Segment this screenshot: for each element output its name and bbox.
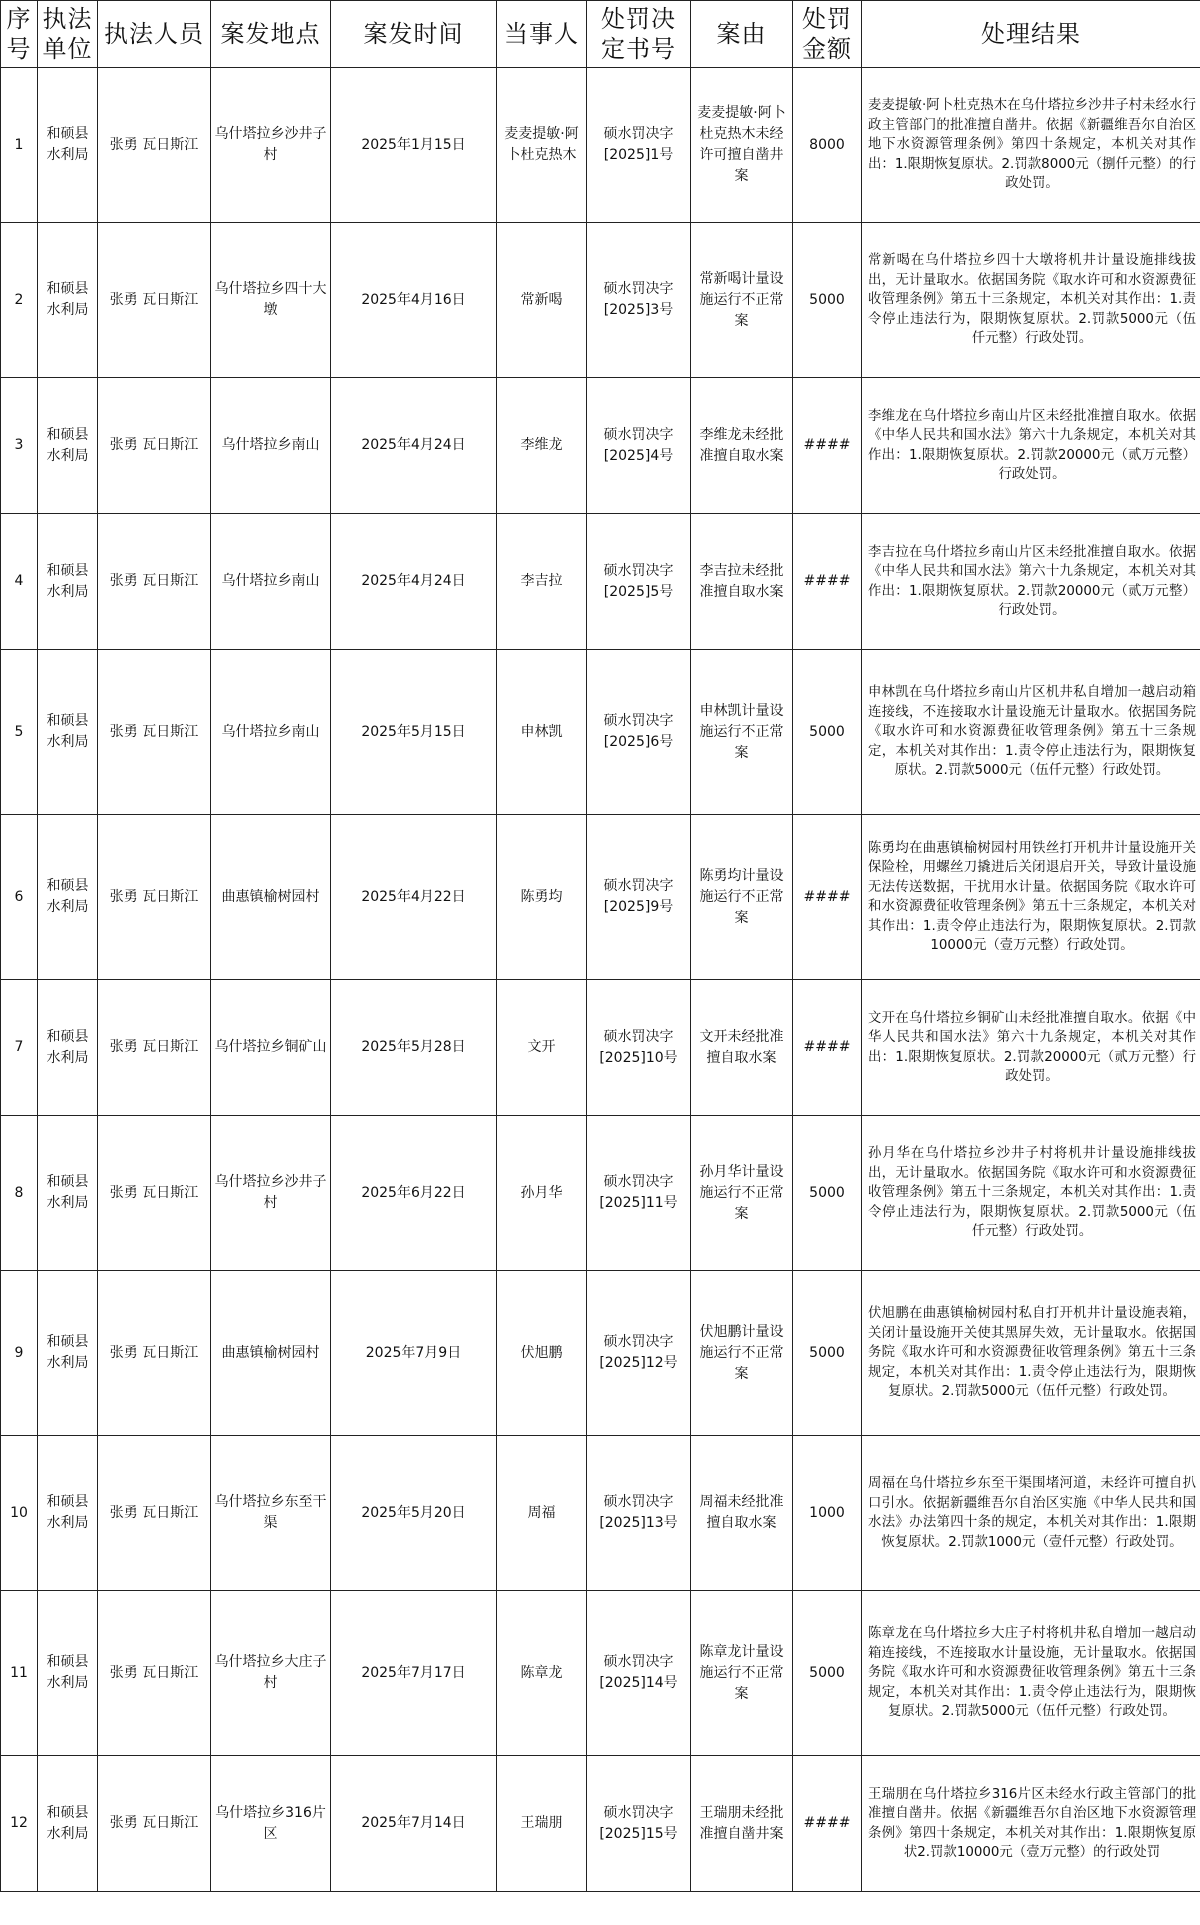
cell-cause: 王瑞朋未经批准擅自凿井案	[691, 1756, 793, 1892]
cell-index: 7	[1, 980, 38, 1116]
cell-party: 陈勇均	[497, 815, 587, 980]
table-row	[1, 514, 1200, 650]
cell-cause: 申林凯计量设施运行不正常案	[691, 650, 793, 815]
cell-decision: 硕水罚决字[2025]5号	[587, 514, 691, 650]
cell-result: 文开在乌什塔拉乡铜矿山未经批准擅自取水。依据《中华人民共和国水法》第六十九条规定，本机关对其作出：1.限期恢复原状。2.罚款20000元（贰万元整）行政处罚。	[862, 980, 1200, 1116]
cell-index: 12	[1, 1756, 38, 1892]
cell-party: 伏旭鹏	[497, 1271, 587, 1436]
cell-officers: 张勇 瓦日斯江	[98, 68, 211, 223]
cell-decision: 硕水罚决字[2025]15号	[587, 1756, 691, 1892]
table-row	[1, 378, 1200, 514]
table-row	[1, 1271, 1200, 1436]
cell-officers: 张勇 瓦日斯江	[98, 378, 211, 514]
cell-decision: 硕水罚决字[2025]4号	[587, 378, 691, 514]
table-row	[1, 815, 1200, 980]
cell-date: 2025年5月15日	[331, 650, 497, 815]
cell-cause: 陈章龙计量设施运行不正常案	[691, 1591, 793, 1756]
cell-result: 孙月华在乌什塔拉乡沙井子村将机井计量设施排线拔出，无计量取水。依据国务院《取水许可和水资源费征收管理条例》第五十三条规定，本机关对其作出：1.责令停止违法行为，限期恢复原状。2.罚款5000元（伍仟元整）行政处罚。	[862, 1116, 1200, 1271]
header-decision: 处罚决定书号	[587, 1, 691, 68]
cell-index: 1	[1, 68, 38, 223]
cell-decision: 硕水罚决字[2025]1号	[587, 68, 691, 223]
cell-unit: 和硕县水利局	[38, 1591, 98, 1756]
cell-unit: 和硕县水利局	[38, 980, 98, 1116]
cell-result: 周福在乌什塔拉乡东至干渠围堵河道，未经许可擅自扒口引水。依据新疆维吾尔自治区实施《中华人民共和国水法》办法第四十条的规定，本机关对其作出：1.限期恢复原状。2.罚款1000元（壹仟元整）行政处罚。	[862, 1436, 1200, 1591]
cell-index: 3	[1, 378, 38, 514]
table-row	[1, 650, 1200, 815]
cell-party: 麦麦提敏·阿卜杜克热木	[497, 68, 587, 223]
cell-index: 5	[1, 650, 38, 815]
cell-decision: 硕水罚决字[2025]3号	[587, 223, 691, 378]
cell-amount: ####	[793, 815, 862, 980]
cell-decision: 硕水罚决字[2025]12号	[587, 1271, 691, 1436]
cell-decision: 硕水罚决字[2025]9号	[587, 815, 691, 980]
cell-date: 2025年6月22日	[331, 1116, 497, 1271]
cell-officers: 张勇 瓦日斯江	[98, 1591, 211, 1756]
cell-location: 乌什塔拉乡南山	[211, 650, 331, 815]
cell-unit: 和硕县水利局	[38, 1271, 98, 1436]
header-row	[1, 1, 1200, 68]
header-cause: 案由	[691, 1, 793, 68]
cell-date: 2025年5月28日	[331, 980, 497, 1116]
header-party: 当事人	[497, 1, 587, 68]
cell-cause: 李吉拉未经批准擅自取水案	[691, 514, 793, 650]
cell-result: 李维龙在乌什塔拉乡南山片区未经批准擅自取水。依据《中华人民共和国水法》第六十九条规定，本机关对其作出：1.限期恢复原状。2.罚款20000元（贰万元整）行政处罚。	[862, 378, 1200, 514]
header-officers: 执法人员	[98, 1, 211, 68]
header-result: 处理结果	[862, 1, 1200, 68]
header-index: 序号	[1, 1, 38, 68]
table-row	[1, 1756, 1200, 1892]
cell-party: 李吉拉	[497, 514, 587, 650]
cell-result: 麦麦提敏·阿卜杜克热木在乌什塔拉乡沙井子村未经水行政主管部门的批准擅自凿井。依据《新疆维吾尔自治区地下水资源管理条例》第四十条规定，本机关对其作出：1.限期恢复原状。2.罚款8000元（捌仟元整）的行政处罚。	[862, 68, 1200, 223]
cell-location: 乌什塔拉乡南山	[211, 514, 331, 650]
cell-unit: 和硕县水利局	[38, 68, 98, 223]
cell-unit: 和硕县水利局	[38, 815, 98, 980]
cell-location: 曲惠镇榆树园村	[211, 1271, 331, 1436]
cell-decision: 硕水罚决字[2025]13号	[587, 1436, 691, 1591]
cell-result: 李吉拉在乌什塔拉乡南山片区未经批准擅自取水。依据《中华人民共和国水法》第六十九条规定，本机关对其作出：1.限期恢复原状。2.罚款20000元（贰万元整）行政处罚。	[862, 514, 1200, 650]
cell-index: 2	[1, 223, 38, 378]
cell-party: 李维龙	[497, 378, 587, 514]
table-row	[1, 1591, 1200, 1756]
cell-party: 文开	[497, 980, 587, 1116]
cell-cause: 文开未经批准擅自取水案	[691, 980, 793, 1116]
cell-result: 陈勇均在曲惠镇榆树园村用铁丝打开机井计量设施开关保险栓，用螺丝刀撬进后关闭退启开关，导致计量设施无法传送数据，干扰用水计量。依据国务院《取水许可和水资源费征收管理条例》第五十三条规定，本机关对其作出：1.责令停止违法行为，限期恢复原状。2.罚款10000元（壹万元整）行政处罚。	[862, 815, 1200, 980]
cell-index: 8	[1, 1116, 38, 1271]
cell-index: 4	[1, 514, 38, 650]
cell-amount: 1000	[793, 1436, 862, 1591]
cell-party: 王瑞朋	[497, 1756, 587, 1892]
cell-result: 王瑞朋在乌什塔拉乡316片区未经水行政主管部门的批准擅自凿井。依据《新疆维吾尔自治区地下水资源管理条例》第四十条规定，本机关对其作出：1.限期恢复原状2.罚款10000元（壹万元整）的行政处罚	[862, 1756, 1200, 1892]
cell-decision: 硕水罚决字[2025]10号	[587, 980, 691, 1116]
cell-amount: 5000	[793, 650, 862, 815]
cell-unit: 和硕县水利局	[38, 1116, 98, 1271]
table-row	[1, 1116, 1200, 1271]
cell-location: 乌什塔拉乡沙井子村	[211, 68, 331, 223]
cell-amount: 5000	[793, 1591, 862, 1756]
cell-officers: 张勇 瓦日斯江	[98, 1271, 211, 1436]
cell-cause: 孙月华计量设施运行不正常案	[691, 1116, 793, 1271]
cell-unit: 和硕县水利局	[38, 650, 98, 815]
cell-result: 申林凯在乌什塔拉乡南山片区机井私自增加一越启动箱连接线，不连接取水计量设施无计量取水。依据国务院《取水许可和水资源费征收管理条例》第五十三条规定，本机关对其作出：1.责令停止违法行为，限期恢复原状。2.罚款5000元（伍仟元整）行政处罚。	[862, 650, 1200, 815]
cell-result: 常新喝在乌什塔拉乡四十大墩将机井计量设施排线拔出，无计量取水。依据国务院《取水许可和水资源费征收管理条例》第五十三条规定，本机关对其作出：1.责令停止违法行为，限期恢复原状。2.罚款5000元（伍仟元整）行政处罚。	[862, 223, 1200, 378]
cell-party: 陈章龙	[497, 1591, 587, 1756]
cell-amount: ####	[793, 1756, 862, 1892]
cell-amount: 5000	[793, 1271, 862, 1436]
cell-location: 乌什塔拉乡铜矿山	[211, 980, 331, 1116]
cell-officers: 张勇 瓦日斯江	[98, 980, 211, 1116]
cell-unit: 和硕县水利局	[38, 514, 98, 650]
cell-party: 申林凯	[497, 650, 587, 815]
cell-officers: 张勇 瓦日斯江	[98, 1116, 211, 1271]
cell-result: 伏旭鹏在曲惠镇榆树园村私自打开机井计量设施表箱，关闭计量设施开关使其黑屏失效，无计量取水。依据国务院《取水许可和水资源费征收管理条例》第五十三条规定，本机关对其作出：1.责令停止违法行为，限期恢复原状。2.罚款5000元（伍仟元整）行政处罚。	[862, 1271, 1200, 1436]
cell-cause: 陈勇均计量设施运行不正常案	[691, 815, 793, 980]
header-location: 案发地点	[211, 1, 331, 68]
cell-location: 乌什塔拉乡南山	[211, 378, 331, 514]
cell-unit: 和硕县水利局	[38, 1756, 98, 1892]
cell-cause: 李维龙未经批准擅自取水案	[691, 378, 793, 514]
cell-date: 2025年4月16日	[331, 223, 497, 378]
cell-date: 2025年4月24日	[331, 514, 497, 650]
cell-cause: 周福未经批准擅自取水案	[691, 1436, 793, 1591]
cell-officers: 张勇 瓦日斯江	[98, 815, 211, 980]
cell-location: 乌什塔拉乡四十大墩	[211, 223, 331, 378]
cell-cause: 麦麦提敏·阿卜杜克热木未经许可擅自凿井案	[691, 68, 793, 223]
cell-date: 2025年5月20日	[331, 1436, 497, 1591]
cell-location: 曲惠镇榆树园村	[211, 815, 331, 980]
cell-location: 乌什塔拉乡大庄子村	[211, 1591, 331, 1756]
table-row	[1, 1436, 1200, 1591]
cell-date: 2025年1月15日	[331, 68, 497, 223]
cell-unit: 和硕县水利局	[38, 223, 98, 378]
cell-index: 10	[1, 1436, 38, 1591]
table-row	[1, 980, 1200, 1116]
cell-unit: 和硕县水利局	[38, 378, 98, 514]
header-date: 案发时间	[331, 1, 497, 68]
cell-amount: ####	[793, 980, 862, 1116]
cell-result: 陈章龙在乌什塔拉乡大庄子村将机井私自增加一越启动箱连接线，不连接取水计量设施，无计量取水。依据国务院《取水许可和水资源费征收管理条例》第五十三条规定，本机关对其作出：1.责令停止违法行为，限期恢复原状。2.罚款5000元（伍仟元整）行政处罚。	[862, 1591, 1200, 1756]
cell-decision: 硕水罚决字[2025]14号	[587, 1591, 691, 1756]
cell-party: 常新喝	[497, 223, 587, 378]
cell-amount: 5000	[793, 1116, 862, 1271]
cell-index: 6	[1, 815, 38, 980]
cell-amount: 8000	[793, 68, 862, 223]
cell-decision: 硕水罚决字[2025]11号	[587, 1116, 691, 1271]
cell-date: 2025年7月14日	[331, 1756, 497, 1892]
table-row	[1, 68, 1200, 223]
cell-date: 2025年4月22日	[331, 815, 497, 980]
cell-date: 2025年4月24日	[331, 378, 497, 514]
cell-date: 2025年7月17日	[331, 1591, 497, 1756]
cell-decision: 硕水罚决字[2025]6号	[587, 650, 691, 815]
cell-officers: 张勇 瓦日斯江	[98, 223, 211, 378]
cell-index: 11	[1, 1591, 38, 1756]
cell-amount: ####	[793, 514, 862, 650]
cell-index: 9	[1, 1271, 38, 1436]
cell-location: 乌什塔拉乡东至干渠	[211, 1436, 331, 1591]
header-unit: 执法单位	[38, 1, 98, 68]
cell-cause: 常新喝计量设施运行不正常案	[691, 223, 793, 378]
cell-officers: 张勇 瓦日斯江	[98, 1756, 211, 1892]
cell-cause: 伏旭鹏计量设施运行不正常案	[691, 1271, 793, 1436]
cell-amount: 5000	[793, 223, 862, 378]
cell-officers: 张勇 瓦日斯江	[98, 650, 211, 815]
header-amount: 处罚金额	[793, 1, 862, 68]
cell-unit: 和硕县水利局	[38, 1436, 98, 1591]
cell-amount: ####	[793, 378, 862, 514]
cell-party: 周福	[497, 1436, 587, 1591]
cell-officers: 张勇 瓦日斯江	[98, 1436, 211, 1591]
cell-location: 乌什塔拉乡316片区	[211, 1756, 331, 1892]
cell-party: 孙月华	[497, 1116, 587, 1271]
table-row	[1, 223, 1200, 378]
cell-location: 乌什塔拉乡沙井子村	[211, 1116, 331, 1271]
cell-officers: 张勇 瓦日斯江	[98, 514, 211, 650]
cell-date: 2025年7月9日	[331, 1271, 497, 1436]
